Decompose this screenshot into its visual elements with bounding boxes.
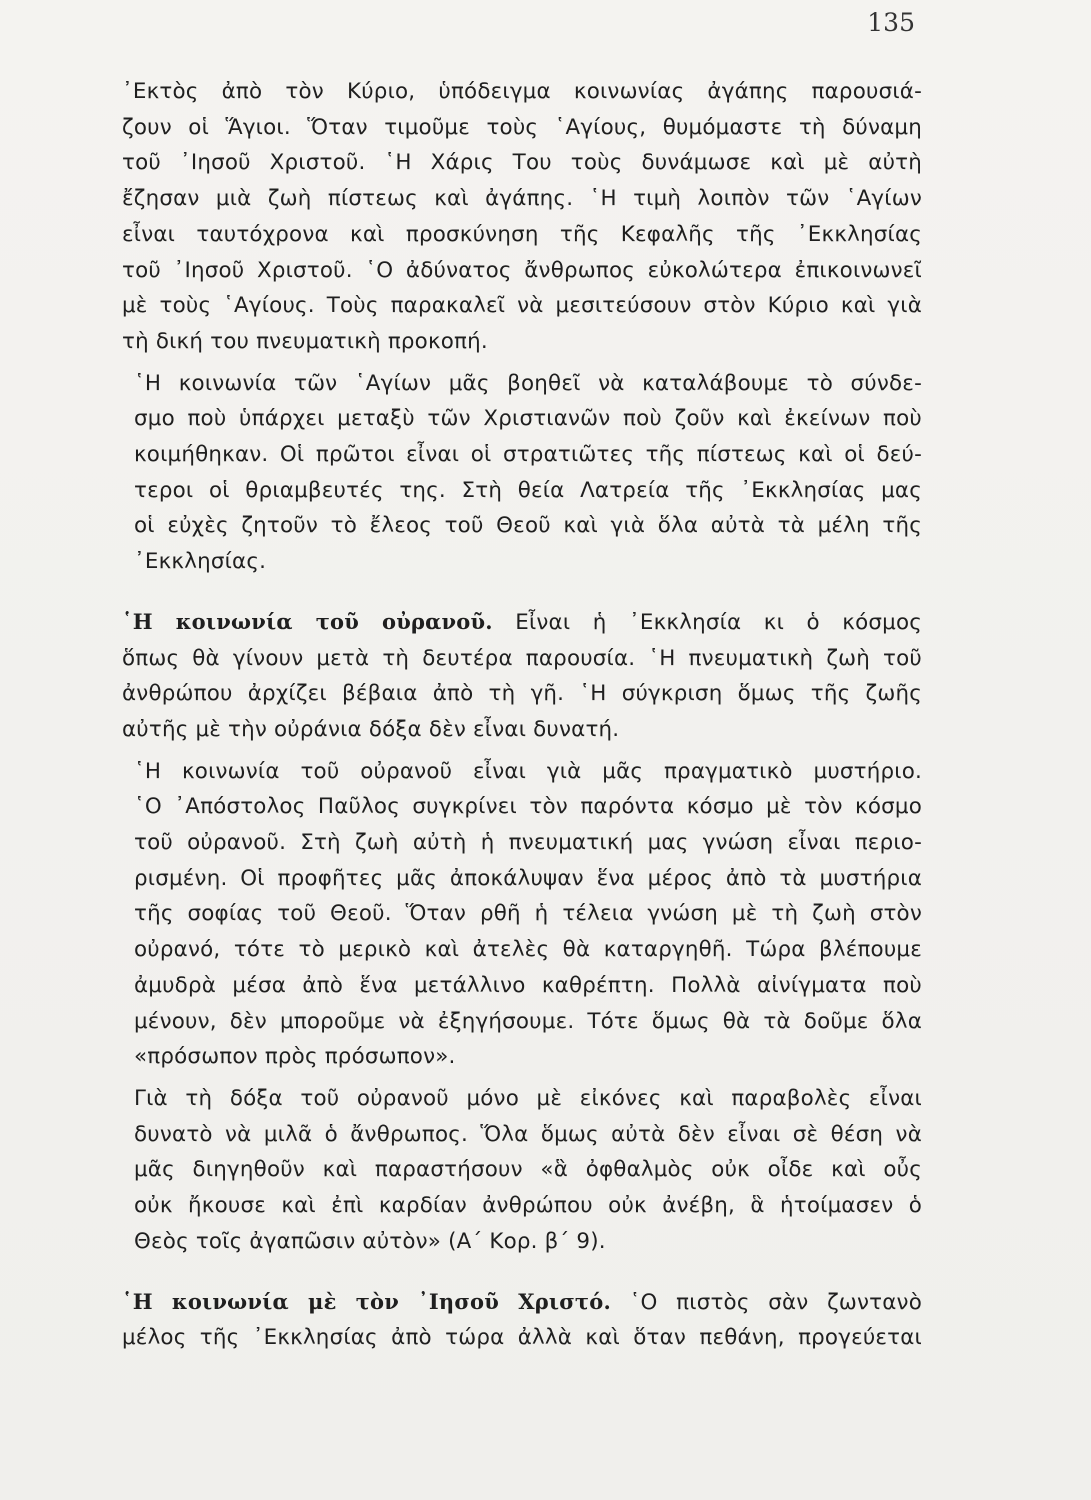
text-line: ῾Η κοινωνία τοῦ οὐρανοῦ εἶναι γιὰ μᾶς πραγματικὸ μυστήριο. <box>134 758 922 784</box>
text-line: οὐρανό, τότε τὸ μερικὸ καὶ ἀτελὲς θὰ καταργηθῆ. Τώρα βλέπουμε <box>134 937 922 963</box>
body-text <box>122 74 922 1356</box>
text-line: ρισμένη. Οἱ προφῆτες μᾶς ἀποκάλυψαν ἕνα μέρος ἀπὸ τὰ μυστήρια <box>134 865 922 891</box>
text-line: ὅπως θὰ γίνουν μετὰ τὴ δευτέρα παρουσία. ῾Η πνευματικὴ ζωὴ τοῦ <box>122 645 922 671</box>
section-heading: ῾Η κοινωνία μὲ τὸν ᾿Ιησοῦ Χριστό. <box>122 1288 611 1314</box>
text-line: ἔζησαν μιὰ ζωὴ πίστεως καὶ ἀγάπης. ῾Η τιμὴ λοιπὸν τῶν ῾Αγίων <box>122 186 922 212</box>
text-line: τοῦ ᾿Ιησοῦ Χριστοῦ. ῾Η Χάρις Του τοὺς δυνάμωσε καὶ μὲ αὐτὴ <box>122 150 922 176</box>
text-line: μὲ τοὺς ῾Αγίους. Τοὺς παρακαλεῖ νὰ μεσιτεύσουν στὸν Κύριο καὶ γιὰ <box>122 293 922 319</box>
paragraph-4 <box>122 754 922 1075</box>
text-line: οὐκ ἤκουσε καὶ ἐπὶ καρδίαν ἀνθρώπου οὐκ ἀνέβη, ἃ ἡτοίμασεν ὁ <box>134 1193 922 1219</box>
heading-continuation: Εἶναι ἡ ᾿Εκκλησία κι ὁ κόσμος <box>492 609 922 635</box>
text-line: Θεὸς τοῖς ἀγαπῶσιν αὐτὸν» (Α΄ Κορ. β΄ 9). <box>134 1228 606 1254</box>
text-line: ᾿Εκτὸς ἀπὸ τὸν Κύριο, ὑπόδειγμα κοινωνίας ἀγάπης παρουσιά- <box>122 79 922 104</box>
text-line <box>122 1284 922 1321</box>
text-line: «πρόσωπον πρὸς πρόσωπον». <box>134 1044 456 1070</box>
text-line: οἱ εὐχὲς ζητοῦν τὸ ἔλεος τοῦ Θεοῦ καὶ γιὰ ὅλα αὐτὰ τὰ μέλη τῆς <box>134 513 922 539</box>
text-line: τῆς σοφίας τοῦ Θεοῦ. Ὅταν ρθῆ ἡ τέλεια γνώση μὲ τὴ ζωὴ στὸν <box>134 901 922 927</box>
text-line: μᾶς διηγηθοῦν καὶ παραστήσουν «ἃ ὀφθαλμὸς οὐκ οἶδε καὶ οὖς <box>134 1157 922 1183</box>
text-line: τοῦ οὐρανοῦ. Στὴ ζωὴ αὐτὴ ἡ πνευματική μας γνώση εἶναι περιο- <box>134 830 922 856</box>
page-number: 135 <box>867 8 915 37</box>
text-line: ἀμυδρὰ μέσα ἀπὸ ἕνα μετάλλινο καθρέπτη. Πολλὰ αἰνίγματα ποὺ <box>134 972 922 998</box>
text-line: αὐτῆς μὲ τὴν οὐράνια δόξα δὲν εἶναι δυνατή. <box>122 716 620 742</box>
text-line: δυνατὸ νὰ μιλᾶ ὁ ἄνθρωπος. Ὅλα ὅμως αὐτὰ δὲν εἶναι σὲ θέση νὰ <box>134 1121 922 1147</box>
text-line: ἀνθρώπου ἀρχίζει βέβαια ἀπὸ τὴ γῆ. ῾Η σύγκριση ὅμως τῆς ζωῆς <box>122 681 922 707</box>
text-line: ζουν οἱ Ἅγιοι. Ὅταν τιμοῦμε τοὺς ῾Αγίους, θυμόμαστε τὴ δύναμη <box>122 114 922 140</box>
paragraph-5 <box>122 1081 922 1260</box>
text-line: κοιμήθηκαν. Οἱ πρῶτοι εἶναι οἱ στρατιῶτες τῆς πίστεως καὶ οἱ δεύ- <box>134 442 922 468</box>
text-line: Γιὰ τὴ δόξα τοῦ οὐρανοῦ μόνο μὲ εἰκόνες καὶ παραβολὲς εἶναι <box>134 1085 922 1111</box>
section-heading: ῾Η κοινωνία τοῦ οὐρανοῦ. <box>122 608 493 634</box>
paragraph-3 <box>122 604 922 748</box>
heading-continuation: ῾Ο πιστὸς σὰν ζωντανὸ <box>610 1289 922 1315</box>
text-line: τὴ δική του πνευματικὴ προκοπή. <box>122 328 488 354</box>
paragraph-2 <box>122 366 922 580</box>
paragraph-6 <box>122 1284 922 1356</box>
text-line <box>122 604 922 641</box>
text-line: ᾿Εκκλησίας. <box>134 549 267 575</box>
text-line: ῾Ο ᾿Απόστολος Παῦλος συγκρίνει τὸν παρόντα κόσμο μὲ τὸν κόσμο <box>134 794 922 820</box>
text-line: ῾Η κοινωνία τῶν ῾Αγίων μᾶς βοηθεῖ νὰ καταλάβουμε τὸ σύνδε- <box>134 370 922 396</box>
text-line: μέλος τῆς ᾿Εκκλησίας ἀπὸ τώρα ἀλλὰ καὶ ὅταν πεθάνη, προγεύεται <box>122 1325 922 1351</box>
text-line: τεροι οἱ θριαμβευτές της. Στὴ θεία Λατρεία τῆς ᾿Εκκλησίας μας <box>134 477 922 503</box>
text-line: εἶναι ταυτόχρονα καὶ προσκύνηση τῆς Κεφαλῆς τῆς ᾿Εκκλησίας <box>122 221 922 247</box>
text-line: μένουν, δὲν μποροῦμε νὰ ἐξηγήσουμε. Τότε ὅμως θὰ τὰ δοῦμε ὅλα <box>134 1008 922 1034</box>
paragraph-1 <box>122 74 922 360</box>
text-line: σμο ποὺ ὑπάρχει μεταξὺ τῶν Χριστιανῶν ποὺ ζοῦν καὶ ἐκείνων ποὺ <box>134 406 922 432</box>
text-line: τοῦ ᾿Ιησοῦ Χριστοῦ. ῾Ο ἀδύνατος ἄνθρωπος εὐκολώτερα ἐπικοινωνεῖ <box>122 257 922 283</box>
